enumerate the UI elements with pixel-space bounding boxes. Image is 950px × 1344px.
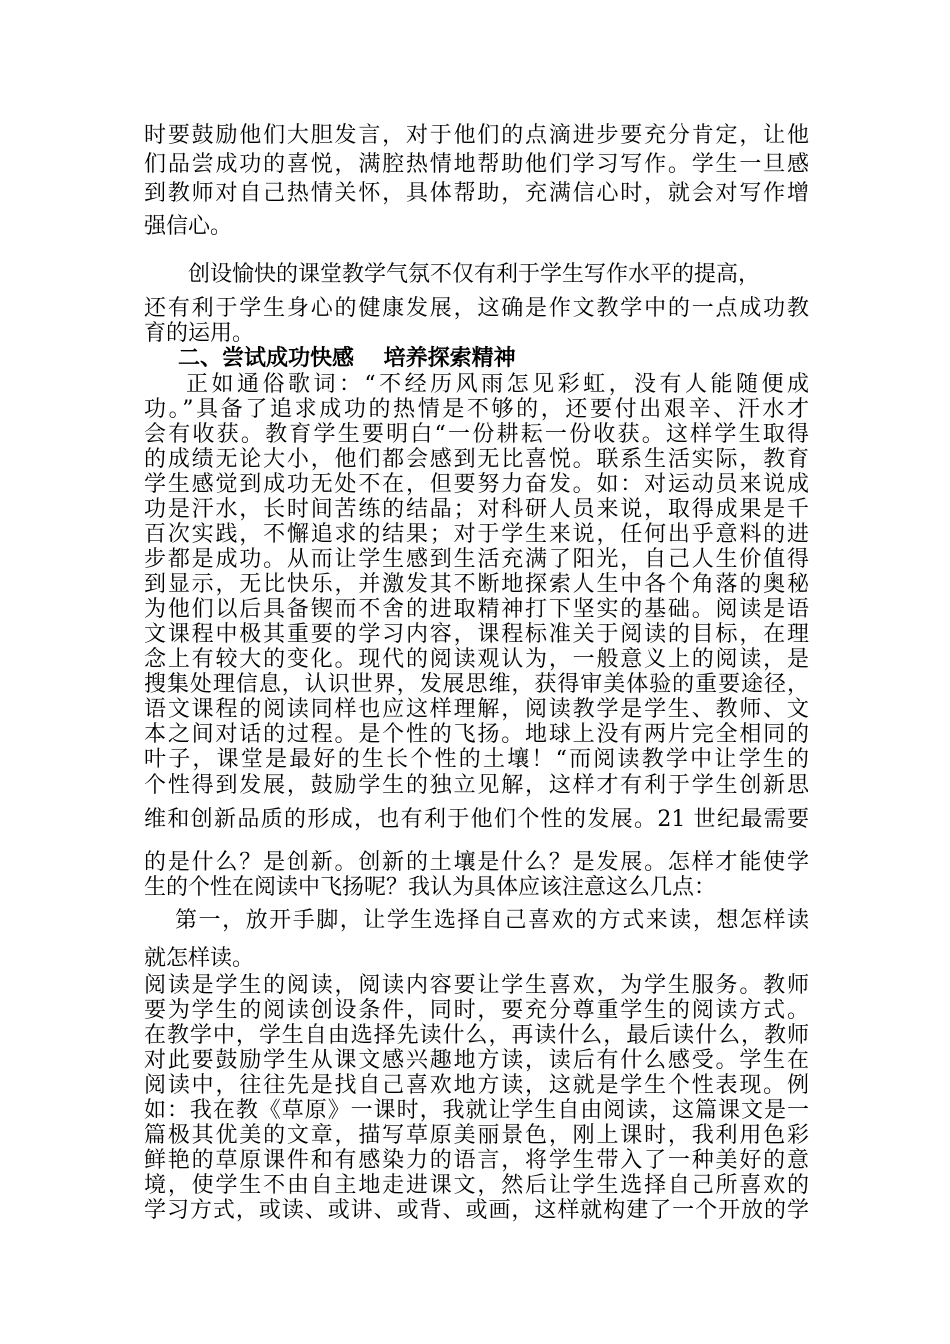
paragraph-first-line: 正如通俗歌词：“不经历风雨怎见彩虹，没有人能随便成 bbox=[186, 372, 809, 397]
paragraph-first-line: 创设愉快的课堂教学气氛不仅有利于学生写作水平的提高， bbox=[188, 262, 761, 287]
text-line: 对此要鼓励学生从课文感兴趣地方读，读后有什么感受。学生在 bbox=[144, 1048, 809, 1073]
text-line: 如：我在教《草原》一课时，我就让学生自由阅读，这篇课文是一 bbox=[144, 1098, 809, 1123]
text-line: 功。”具备了追求成功的热情是不够的，还要付出艰辛、汗水才 bbox=[144, 397, 809, 422]
text-line: 强信心。 bbox=[144, 214, 233, 239]
text-line: 境，使学生不由自主地走进课文，然后让学生选择自己所喜欢的 bbox=[144, 1173, 809, 1198]
text-line: 育的运用。 bbox=[144, 321, 255, 346]
text-line: 学生感觉到成功无处不在，但要努力奋发。如：对运动员来说成 bbox=[144, 472, 809, 497]
text-line: 阅读中，往往先是找自己喜欢地方读，这就是学生个性表现。例 bbox=[144, 1073, 809, 1098]
text-line: 就怎样读。 bbox=[144, 946, 255, 971]
text-line: 百次实践，不懈追求的结果；对于学生来说，任何出乎意料的进 bbox=[144, 522, 809, 547]
text-line: 会有收获。教育学生要明白“一份耕耘一份收获。这样学生取得 bbox=[144, 422, 809, 447]
text-line: 们品尝成功的喜悦，满腔热情地帮助他们学习写作。学生一旦感 bbox=[144, 152, 809, 177]
text-line: 到显示，无比快乐，并激发其不断地探索人生中各个角落的奥秘 bbox=[144, 572, 809, 597]
section-heading: 二、尝试成功快感 培养探索精神 bbox=[178, 346, 516, 371]
text-line: 个性得到发展，鼓励学生的独立见解，这样才有利于学生创新思 bbox=[144, 773, 809, 798]
text-line: 在教学中，学生自由选择先读什么，再读什么，最后读什么，教师 bbox=[144, 1023, 809, 1048]
text-line: 步都是成功。从而让学生感到生活充满了阳光，自己人生价值得 bbox=[144, 547, 809, 572]
text-line: 阅读是学生的阅读，阅读内容要让学生喜欢，为学生服务。教师 bbox=[144, 973, 809, 998]
text-line: 本之间对话的过程。是个性的飞扬。地球上没有两片完全相同的 bbox=[144, 722, 809, 747]
text-line: 鲜艳的草原课件和有感染力的语言，将学生带入了一种美好的意 bbox=[144, 1148, 809, 1173]
paragraph-first-line: 第一，放开手脚，让学生选择自己喜欢的方式来读，想怎样读 bbox=[175, 908, 809, 933]
text-line: 念上有较大的变化。现代的阅读观认为，一般意义上的阅读，是 bbox=[144, 647, 809, 672]
text-line: 搜集处理信息，认识世界，发展思维，获得审美体验的重要途径， bbox=[144, 672, 809, 697]
text-line: 叶子，课堂是最好的生长个性的土壤！“而阅读教学中让学生的 bbox=[144, 747, 809, 772]
text-line: 还有利于学生身心的健康发展，这确是作文教学中的一点成功教 bbox=[144, 296, 809, 321]
text-line: 为他们以后具备锲而不舍的进取精神打下坚实的基础。阅读是语 bbox=[144, 597, 809, 622]
text-line: 要为学生的阅读创设条件，同时，要充分尊重学生的阅读方式。 bbox=[144, 998, 809, 1023]
text-line: 文课程中极其重要的学习内容，课程标准关于阅读的目标，在理 bbox=[144, 622, 809, 647]
text-line: 的成绩无论大小，他们都会感到无比喜悦。联系生活实际，教育 bbox=[144, 447, 809, 472]
text-line: 语文课程的阅读同样也应这样理解，阅读教学是学生、教师、文 bbox=[144, 697, 809, 722]
text-line: 学习方式，或读、或讲、或背、或画，这样就构建了一个开放的学 bbox=[144, 1198, 809, 1223]
text-line: 维和创新品质的形成，也有利于他们个性的发展。21 世纪最需要 bbox=[144, 807, 809, 832]
text-line: 的是什么？是创新。创新的土壤是什么？是发展。怎样才能使学 bbox=[144, 850, 809, 875]
text-line: 功是汗水，长时间苦练的结晶；对科研人员来说，取得成果是千 bbox=[144, 497, 809, 522]
text-line: 时要鼓励他们大胆发言，对于他们的点滴进步要充分肯定，让他 bbox=[144, 123, 809, 148]
text-line: 生的个性在阅读中飞扬呢？我认为具体应该注意这么几点： bbox=[144, 875, 717, 900]
text-line: 篇极其优美的文章，描写草原美丽景色，刚上课时，我利用色彩 bbox=[144, 1123, 809, 1148]
text-line: 到教师对自己热情关怀，具体帮助，充满信心时，就会对写作增 bbox=[144, 181, 809, 206]
